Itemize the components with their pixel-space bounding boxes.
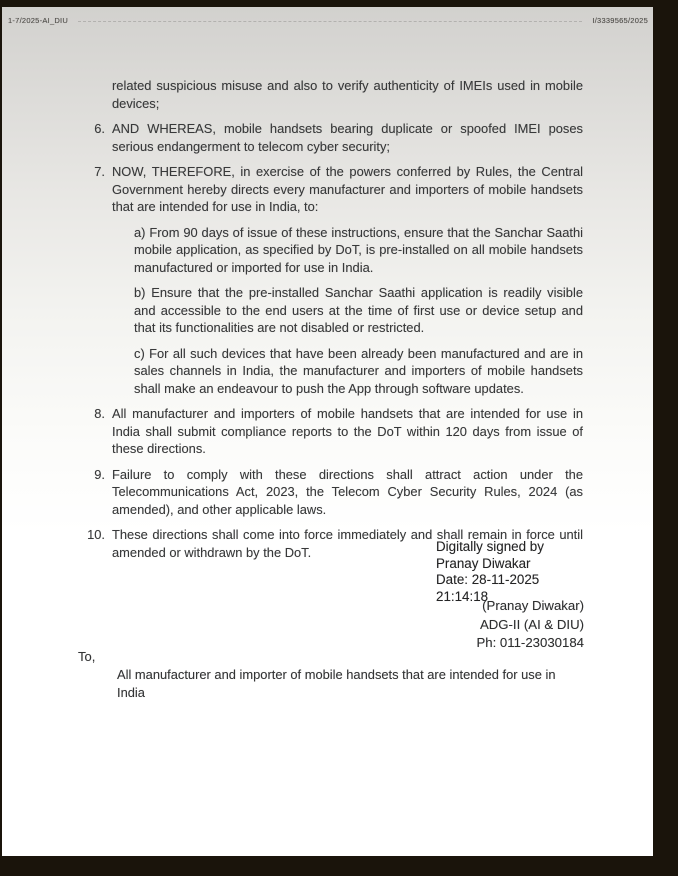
file-number: 1-7/2025-AI_DIU (8, 16, 69, 25)
item-8-number: 8. (94, 406, 105, 421)
subitem-c: c) For all such devices that have been already been manufactured and are in sales channels in India, the manufacturer and importers of mobile handsets shall make an endeavour to push the App through software updates. (134, 345, 583, 396)
item-9-text: Failure to comply with these directions shall attract action under the Telecommunications Act, 2023, the Telecom Cyber Security Rules, 2024 (as amended), and other applicable laws. (112, 466, 583, 517)
scanned-document-page (2, 7, 653, 856)
digital-signature-block (436, 539, 544, 605)
item-10-text: These directions shall come into force immediately and shall remain in force until amended or withdrawn by the DoT. (112, 527, 583, 560)
list-item-9 (94, 466, 583, 519)
header-dashed-rule (78, 21, 582, 22)
officer-signature-block (476, 597, 584, 653)
list-item-6 (94, 120, 583, 155)
item-10-number: 10. (87, 527, 105, 542)
document-body (87, 77, 583, 569)
officer-name: (Pranay Diwakar) (482, 598, 584, 613)
item-6-number: 6. (94, 121, 105, 136)
subitem-a: a) From 90 days of issue of these instructions, ensure that the Sanchar Saathi mobile application, as specified by DoT, is pre-installed on all mobile handsets manufactured or imported for use in India. (134, 224, 583, 275)
paragraph-continuation: related suspicious misuse and also to verify authenticity of IMEIs used in mobile devices; (112, 78, 583, 111)
item-7-text: NOW, THEREFORE, in exercise of the powers conferred by Rules, the Central Government hereby directs every manufacturer and importers of mobile handsets that are intended for use in India, to: (112, 164, 583, 214)
officer-phone: Ph: 011-23030184 (476, 635, 584, 651)
digital-signature-line-3: Date: 28-11-2025 (436, 572, 540, 588)
item-6-text: AND WHEREAS, mobile handsets bearing duplicate or spoofed IMEI poses serious endangerment to telecom cyber security; (112, 121, 583, 154)
subitem-b: b) Ensure that the pre-installed Sanchar Saathi application is readily visible and accessible to the end users at the time of first use or device setup and that its functionalities are not disabled or restricted. (134, 285, 583, 335)
digital-signature-line-4: 21:14:18 (436, 588, 489, 604)
list-item-8 (94, 405, 583, 458)
list-item-7 (94, 163, 583, 216)
to-label: To, (78, 649, 96, 664)
item-7-number: 7. (94, 164, 105, 179)
item-8-text: All manufacturer and importers of mobile handsets that are intended for use in India shall submit compliance reports to the DoT within 120 days from issue of these directions. (112, 406, 583, 456)
digital-signature-line-1: Digitally signed by (436, 539, 544, 554)
item-9-number: 9. (94, 466, 105, 482)
document-header (8, 16, 648, 25)
digital-signature-line-2: Pranay Diwakar (436, 555, 531, 571)
addressee-text: All manufacturer and importer of mobile handsets that are intended for use in India (117, 667, 556, 700)
reference-number: I/3339565/2025 (592, 16, 648, 25)
officer-designation: ADG-II (AI & DIU) (479, 616, 584, 632)
